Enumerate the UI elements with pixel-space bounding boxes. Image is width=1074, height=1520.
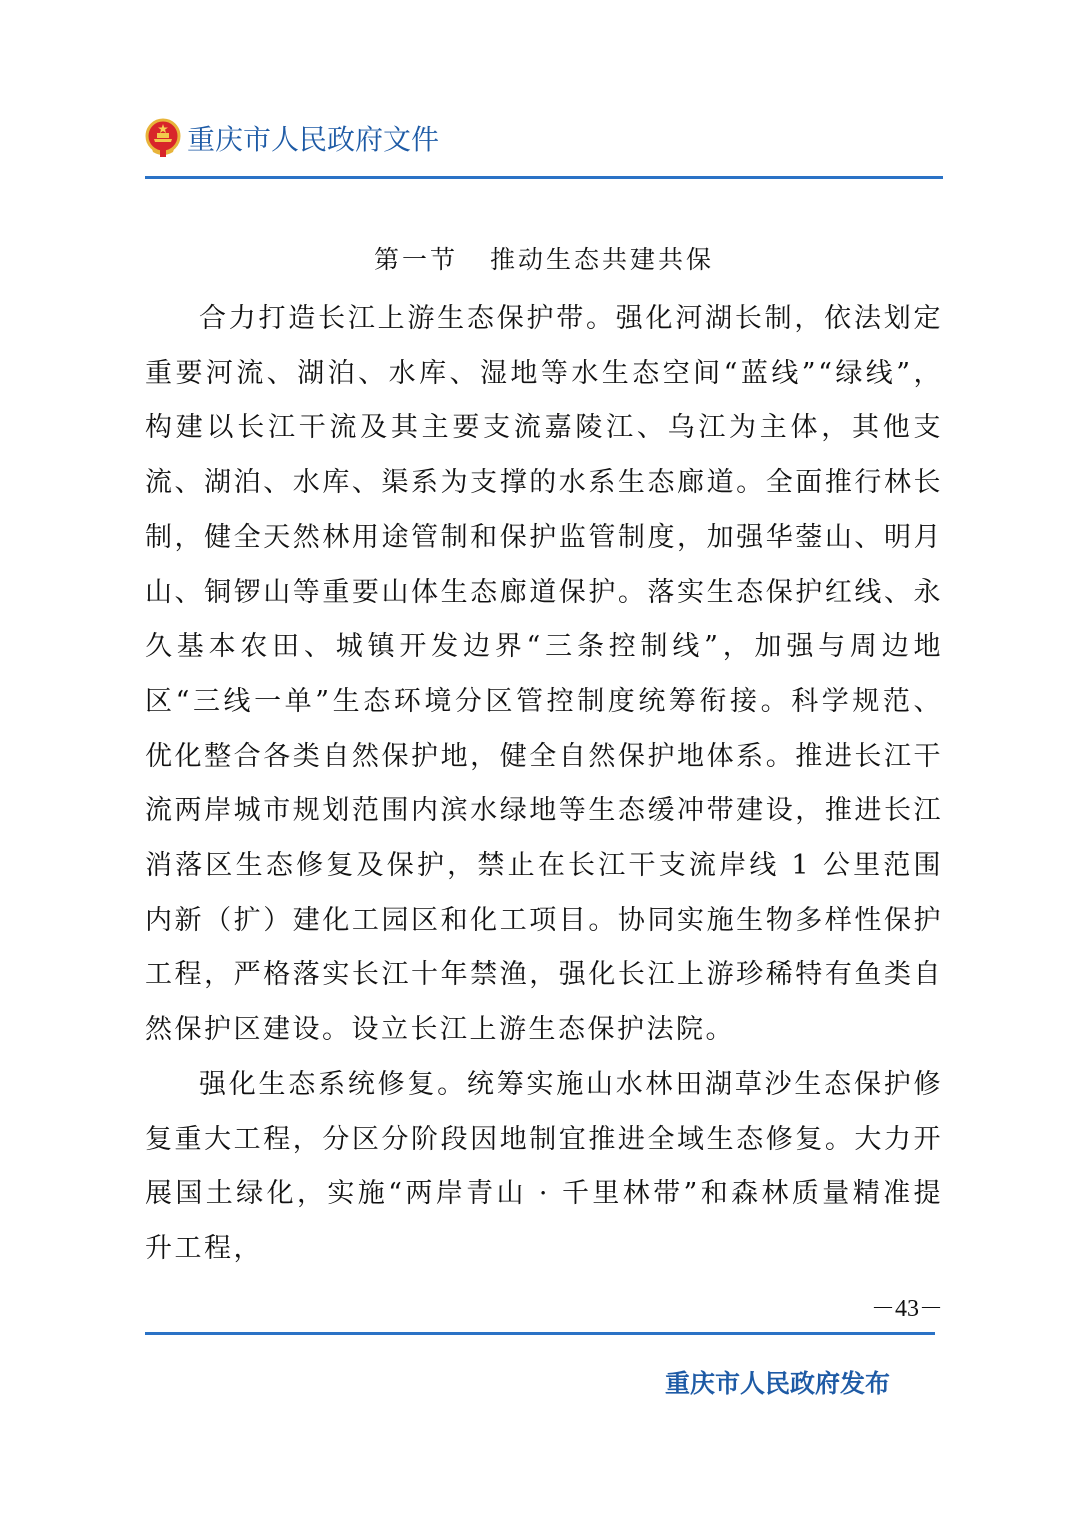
header-title: 重庆市人民政府文件 — [187, 123, 440, 156]
body-text — [145, 292, 943, 1277]
section-heading — [145, 240, 943, 276]
page-number: －43－ — [871, 1296, 943, 1322]
footer-divider — [145, 1332, 935, 1335]
paragraph: 合力打造长江上游生态保护带。强化河湖长制，依法划定重要河流、湖泊、水库、湿地等水生态空间“蓝线”“绿线”，构建以长江干流及其主要支流嘉陵江、乌江为主体，其他支流、湖泊、水库、渠系为支撑的水系生态廊道。全面推行林长制，健全天然林用途管制和保护监管制度，加强华蓥山、明月山、铜锣山等重要山体生态廊道保护。落实生态保护红线、永久基本农田、城镇开发边界“三条控制线”，加强与周边地区“三线一单”生态环境分区管控制度统筹衔接。科学规范、优化整合各类自然保护地，健全自然保护地体系。推进长江干流两岸城市规划范围内滨水绿地等生态缓冲带建设，推进长江消落区生态修复及保护，禁止在长江干支流岸线 1 公里范围内新（扩）建化工园区和化工项目。协同实施生物多样性保护工程，严格落实长江十年禁渔，强化长江上游珍稀特有鱼类自然保护区建设。设立长江上游生态保护法院。 — [145, 303, 943, 1046]
footer-publisher: 重庆市人民政府发布 — [664, 1369, 890, 1398]
header-divider — [145, 176, 943, 179]
document-header — [145, 118, 439, 158]
national-emblem-icon — [145, 118, 181, 158]
section-title: 推动生态共建共保 — [490, 245, 715, 274]
paragraph: 强化生态系统修复。统筹实施山水林田湖草沙生态保护修复重大工程，分区分阶段因地制宜推进全域生态修复。大力开展国土绿化，实施“两岸青山 · 千里林带”和森林质量精准提升工程， — [145, 1068, 943, 1264]
section-number: 第一节 — [373, 245, 458, 274]
